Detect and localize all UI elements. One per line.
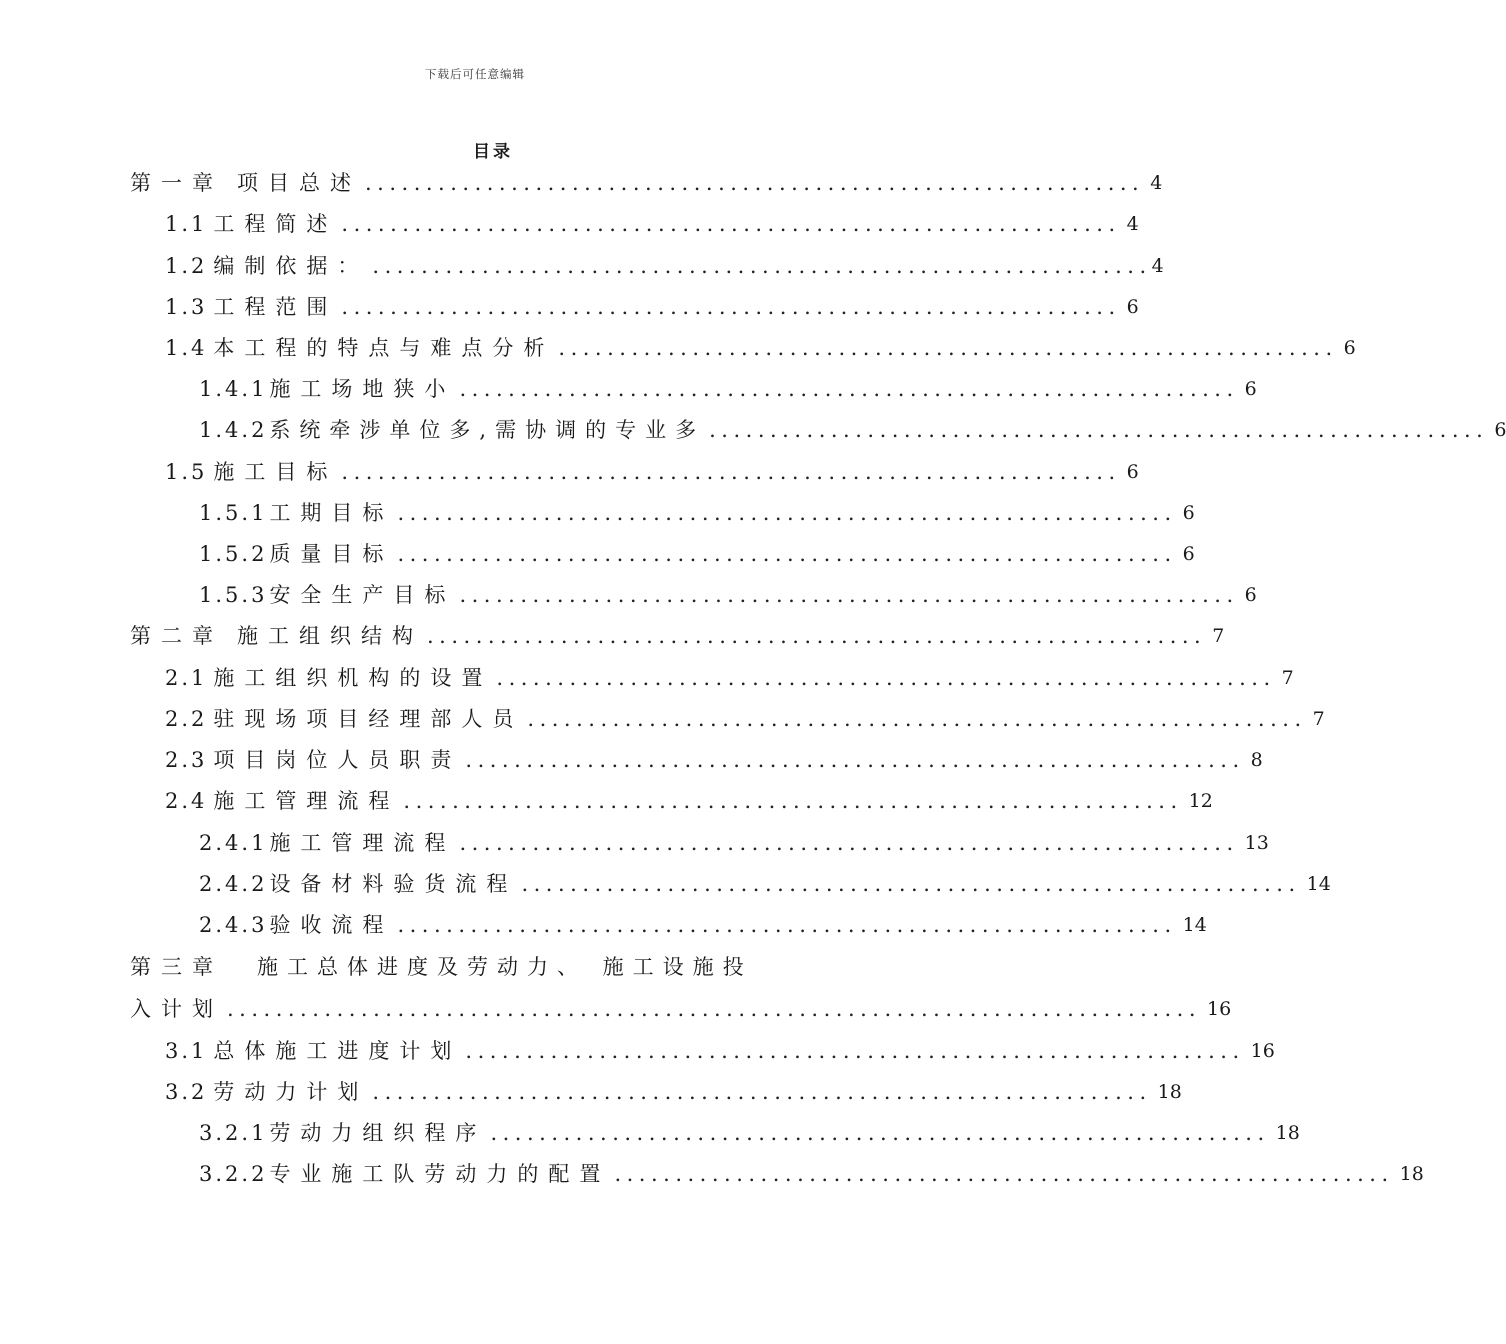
- toc-entry[interactable]: [165, 208, 1139, 240]
- toc-entry-title: 专业施工队劳动力的配置: [269, 1162, 611, 1186]
- toc-leader-dots: ................................................................: [614, 1162, 1394, 1186]
- toc-entry-title: 劳动力组织程序: [269, 1121, 487, 1145]
- toc-entry-page: 6: [1126, 296, 1139, 318]
- toc-entry-title: 施工总体进度及劳动力、 施工设施投: [257, 955, 753, 979]
- toc-entry-page: 18: [1275, 1122, 1300, 1144]
- toc-entry-page: 6: [1182, 502, 1195, 524]
- toc-entry-number: 2.1: [165, 666, 208, 690]
- toc-entry-number: 第二章: [130, 624, 223, 648]
- toc-entry-number: 2.4.3: [199, 913, 268, 937]
- toc-entry-number: 1.5.2: [199, 542, 268, 566]
- toc-entry[interactable]: [130, 167, 1163, 199]
- toc-entry-number: 第一章: [130, 171, 223, 195]
- toc-entry-page: 6: [1244, 584, 1257, 606]
- toc-leader-dots: ................................................................: [459, 831, 1239, 855]
- toc-entry[interactable]: [165, 332, 1356, 364]
- toc-entry[interactable]: [199, 579, 1257, 611]
- toc-entry[interactable]: [165, 703, 1325, 735]
- toc-entry-title: 工程范围: [213, 295, 338, 319]
- toc-entry-title: 施工管理流程: [213, 789, 400, 813]
- toc-entry-title: 项目岗位人员职责: [213, 748, 462, 772]
- toc-entry-number: 2.4.2: [199, 872, 268, 896]
- toc-entry-number: 3.2.1: [199, 1121, 268, 1145]
- toc-entry[interactable]: [199, 827, 1269, 859]
- page-header: 下载后可任意编辑: [425, 67, 525, 81]
- toc-entry-title: 设备材料验货流程: [269, 872, 518, 896]
- toc-entry-title: 驻现场项目经理部人员: [213, 707, 524, 731]
- toc-entry-number: 1.2: [165, 254, 208, 278]
- toc-leader-dots: ................................................................: [465, 748, 1245, 772]
- toc-entry-title: 项目总述: [237, 171, 361, 195]
- toc-entry-number: 3.2.2: [199, 1162, 268, 1186]
- toc-leader-dots: ................................................................: [403, 789, 1183, 813]
- toc-entry-title: 本工程的特点与难点分析: [213, 336, 555, 360]
- toc-entry-number: 3.1: [165, 1039, 208, 1063]
- toc-entry-number: 2.3: [165, 748, 208, 772]
- toc-entry-page: 7: [1212, 625, 1225, 647]
- toc-entry-number: 1.5.1: [199, 501, 268, 525]
- toc-entry-number: 3.2: [165, 1080, 208, 1104]
- toc-entry-page: 4: [1126, 213, 1139, 235]
- toc-entry-number: 1.1: [165, 212, 208, 236]
- toc-entry-number: 1.4.1: [199, 377, 268, 401]
- toc-entry-number: 2.2: [165, 707, 208, 731]
- toc-entry-page: 12: [1188, 790, 1213, 812]
- toc-entry-page: 8: [1250, 749, 1263, 771]
- toc-leader-dots: ................................................................: [372, 254, 1152, 278]
- toc-entry-number: 1.5.3: [199, 583, 268, 607]
- toc-entry-page: 6: [1343, 337, 1356, 359]
- toc-entry-title: 质量目标: [269, 542, 394, 566]
- toc-leader-dots: ................................................................................: [227, 997, 1202, 1021]
- toc-entry-title: 施工组织机构的设置: [213, 666, 493, 690]
- toc-entry[interactable]: [199, 497, 1195, 529]
- toc-entry-title: 工程简述: [213, 212, 338, 236]
- toc-entry-title: 总体施工进度计划: [213, 1039, 462, 1063]
- toc-entry-number: 1.5: [165, 460, 208, 484]
- toc-leader-dots: ................................................................: [521, 872, 1301, 896]
- toc-entry-number: 2.4.1: [199, 831, 268, 855]
- toc-leader-dots: ................................................................: [459, 583, 1239, 607]
- toc-leader-dots: ................................................................: [397, 913, 1177, 937]
- toc-entry-title: 施工管理流程: [269, 831, 456, 855]
- toc-entry[interactable]: [199, 1158, 1424, 1190]
- toc-leader-dots: ................................................................: [397, 501, 1177, 525]
- toc-leader-dots: ................................................................: [427, 624, 1207, 648]
- toc-entry-number: 1.4.2: [199, 418, 268, 442]
- toc-leader-dots: ................................................................: [490, 1121, 1270, 1145]
- toc-title: 目录: [473, 142, 513, 162]
- toc-entry-number: 1.3: [165, 295, 208, 319]
- toc-entry[interactable]: [199, 373, 1257, 405]
- toc-leader-dots: ................................................................: [365, 171, 1145, 195]
- toc-entry[interactable]: [165, 785, 1213, 817]
- toc-entry-page: 4: [1151, 255, 1164, 277]
- toc-entry-page: 4: [1150, 172, 1163, 194]
- toc-entry-page: 16: [1250, 1040, 1275, 1062]
- toc-entry[interactable]: [199, 909, 1207, 941]
- toc-leader-dots: ................................................................: [397, 542, 1177, 566]
- toc-leader-dots: ................................................................: [341, 295, 1121, 319]
- toc-entry[interactable]: [130, 993, 1232, 1025]
- toc-entry-title: 工期目标: [269, 501, 394, 525]
- toc-leader-dots: ................................................................: [459, 377, 1239, 401]
- toc-entry-page: 18: [1399, 1163, 1424, 1185]
- toc-leader-dots: ................................................................: [465, 1039, 1245, 1063]
- toc-entry-title: 编制依据：: [213, 254, 369, 278]
- toc-entry-title: 施工场地狭小: [269, 377, 456, 401]
- toc-entry-page: 6: [1494, 419, 1506, 441]
- toc-leader-dots: ................................................................: [709, 418, 1489, 442]
- toc-entry[interactable]: [165, 662, 1294, 694]
- toc-entry-page: 7: [1312, 708, 1325, 730]
- toc-entry[interactable]: [199, 414, 1506, 446]
- toc-entry-title: 施工目标: [213, 460, 338, 484]
- toc-leader-dots: ................................................................: [341, 212, 1121, 236]
- toc-leader-dots: ................................................................: [558, 336, 1338, 360]
- toc-entry-number: 1.4: [165, 336, 208, 360]
- toc-entry-page: 6: [1126, 461, 1139, 483]
- toc-entry[interactable]: [165, 744, 1263, 776]
- toc-entry[interactable]: [199, 1117, 1300, 1149]
- toc-entry[interactable]: [130, 620, 1225, 652]
- toc-entry[interactable]: [165, 1035, 1275, 1067]
- toc-entry-page: 6: [1244, 378, 1257, 400]
- toc-entry-page: 14: [1182, 914, 1207, 936]
- toc-entry[interactable]: [165, 456, 1139, 488]
- toc-leader-dots: ................................................................: [496, 666, 1276, 690]
- toc-entry[interactable]: [165, 291, 1139, 323]
- toc-entry[interactable]: [199, 538, 1195, 570]
- toc-entry-number: 第三章: [130, 955, 223, 979]
- toc-entry[interactable]: [165, 250, 1164, 282]
- toc-entry-page: 18: [1157, 1081, 1182, 1103]
- toc-entry-page: 16: [1207, 998, 1232, 1020]
- toc-entry-title: 施工组织结构: [237, 624, 423, 648]
- toc-entry-page: 6: [1182, 543, 1195, 565]
- toc-entry-page: 7: [1281, 667, 1294, 689]
- toc-entry-number: 2.4: [165, 789, 208, 813]
- toc-entry-title: 系统牵涉单位多,需协调的专业多: [269, 418, 706, 442]
- toc-leader-dots: ................................................................: [527, 707, 1307, 731]
- toc-entry-page: 14: [1306, 873, 1331, 895]
- toc-entry[interactable]: [165, 1076, 1182, 1108]
- toc-entry-title: 劳动力计划: [213, 1080, 369, 1104]
- toc-entry-wrapped-first-line[interactable]: [130, 951, 815, 983]
- toc-entry-title: 安全生产目标: [269, 583, 456, 607]
- toc-entry-title-continued: 入计划: [130, 997, 223, 1021]
- toc-entry-title: 验收流程: [269, 913, 394, 937]
- toc-leader-dots: ................................................................: [341, 460, 1121, 484]
- toc-entry-page: 13: [1244, 832, 1269, 854]
- toc-entry[interactable]: [199, 868, 1331, 900]
- toc-leader-dots: ................................................................: [372, 1080, 1152, 1104]
